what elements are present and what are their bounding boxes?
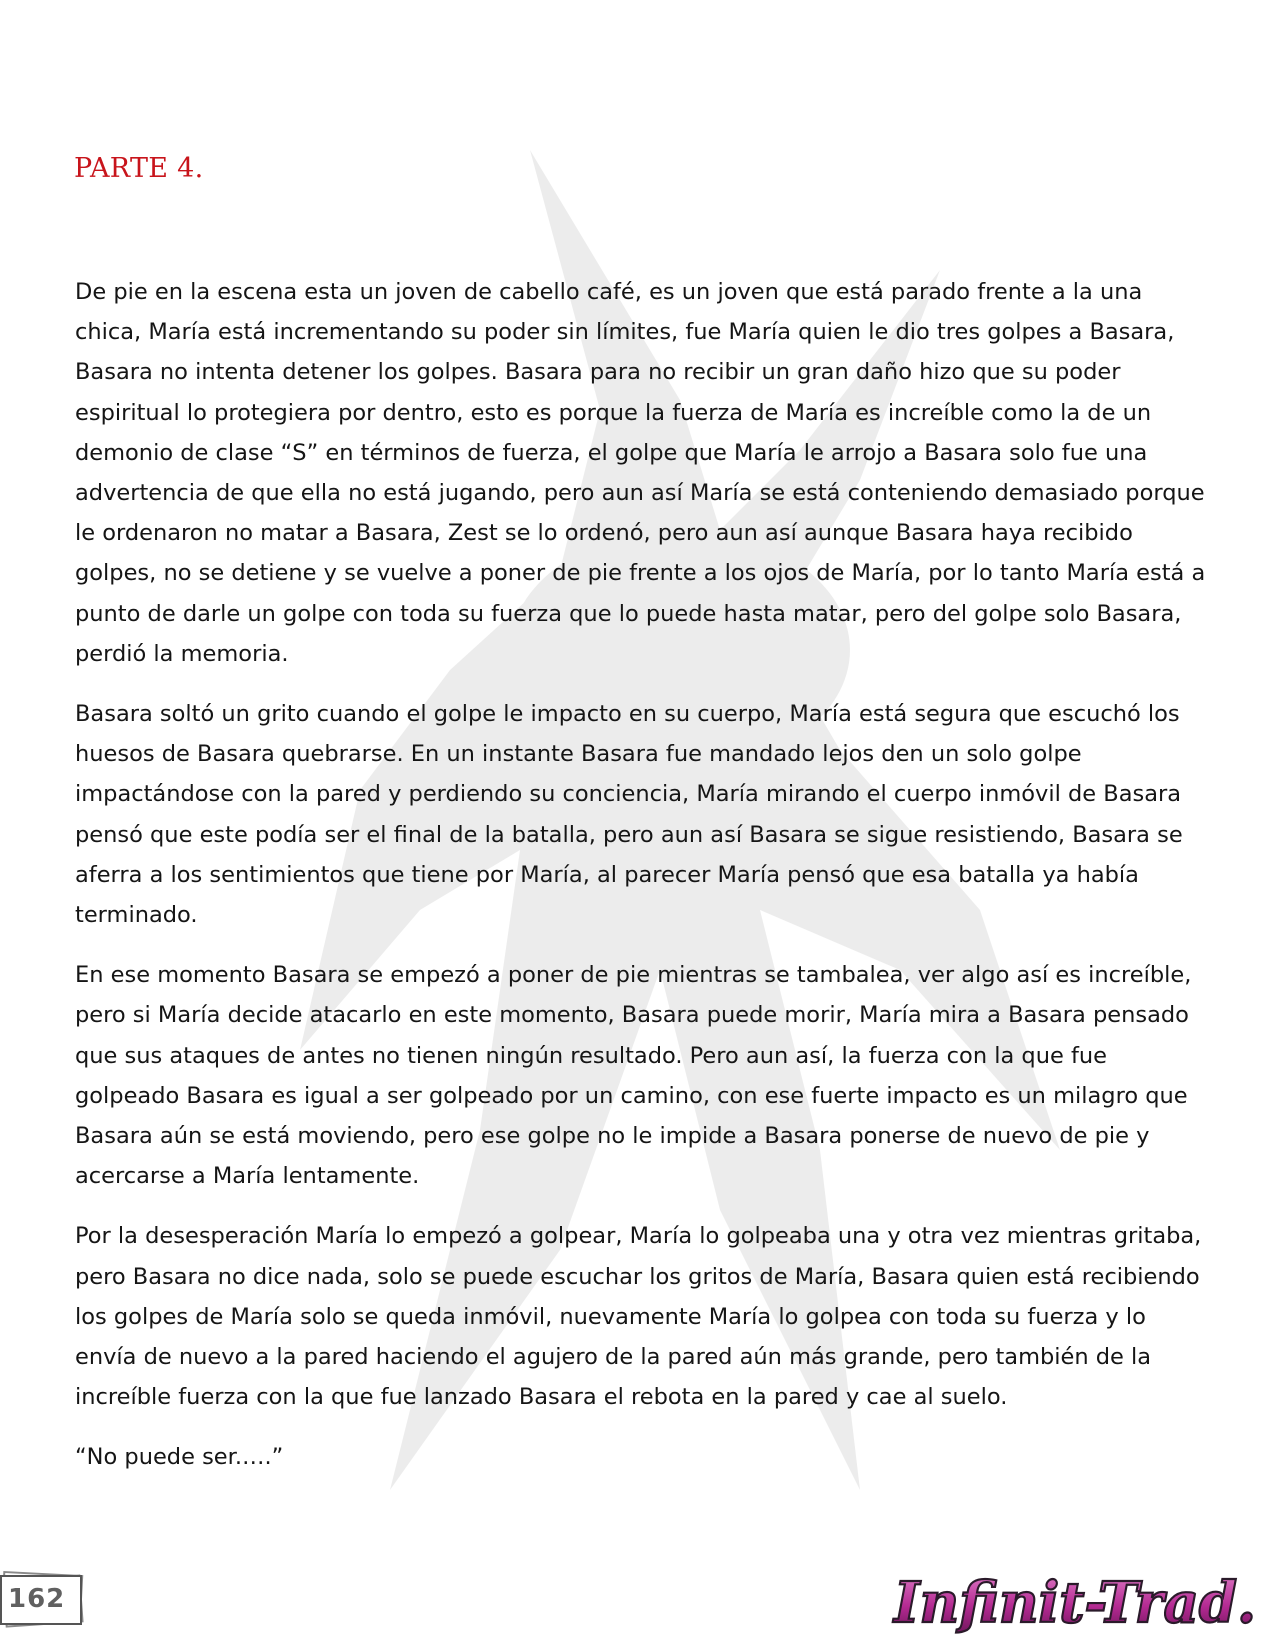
paragraph: De pie en la escena esta un joven de cabello café, es un joven que está parado frente a la una chica, María está incrementando su poder sin límites, fue María quien le dio tres golpes a Basara, Basara no intenta detener los golpes. Basara para no recibir un gran daño hizo que su poder espiritual lo protegiera por dentro, esto es porque la fuerza de María es increíble como la de un demonio de clase “S” en términos de fuerza, el golpe que María le arrojo a Basara solo fue una advertencia de que ella no está jugando, pero aun así María se está conteniendo demasiado porque le ordenaron no matar a Basara, Zest se lo ordenó, pero aun así aunque Basara haya recibido golpes, no se detiene y se vuelve a poner de pie frente a los ojos de María, por lo tanto María está a punto de darle un golpe con toda su fuerza que lo puede hasta matar, pero del golpe solo Basara, perdió la memoria. (75, 279, 1206, 667)
brand-logo (888, 1566, 1263, 1636)
page-number-badge (0, 1567, 86, 1629)
page-number: 162 (8, 1584, 66, 1614)
brand-logo-text: Infinit-Trad. (892, 1570, 1256, 1636)
dialogue-line: “No puede ser.….” (75, 1444, 284, 1471)
paragraph: Por la desesperación María lo empezó a golpear, María lo golpeaba una y otra vez mientras gritaba, pero Basara no dice nada, solo se puede escuchar los gritos de María, Basara quien está recibiendo los golpes de María solo se queda inmóvil, nuevamente María lo golpea con toda su fuerza y lo envía de nuevo a la pared haciendo el agujero de la pared aún más grande, pero también de la increíble fuerza con la que fue lanzado Basara el rebota en la pared y cae al suelo. (75, 1223, 1202, 1411)
story-text (75, 272, 1210, 1498)
chapter-heading: PARTE 4. (74, 153, 204, 184)
paragraph: En ese momento Basara se empezó a poner de pie mientras se tambalea, ver algo así es increíble, pero si María decide atacarlo en este momento, Basara puede morir, María mira a Basara pensado que sus ataques de antes no tienen ningún resultado. Pero aun así, la fuerza con la que fue golpeado Basara es igual a ser golpeado por un camino, con ese fuerte impacto es un milagro que Basara aún se está moviendo, pero ese golpe no le impide a Basara ponerse de nuevo de pie y acercarse a María lentamente. (75, 962, 1192, 1190)
paragraph: Basara soltó un grito cuando el golpe le impacto en su cuerpo, María está segura que escuchó los huesos de Basara quebrarse. En un instante Basara fue mandado lejos den un solo golpe impactándose con la pared y perdiendo su conciencia, María mirando el cuerpo inmóvil de Basara pensó que este podía ser el final de la batalla, pero aun así Basara se sigue resistiendo, Basara se aferra a los sentimientos que tiene por María, al parecer María pensó que esa batalla ya había terminado. (75, 701, 1183, 929)
